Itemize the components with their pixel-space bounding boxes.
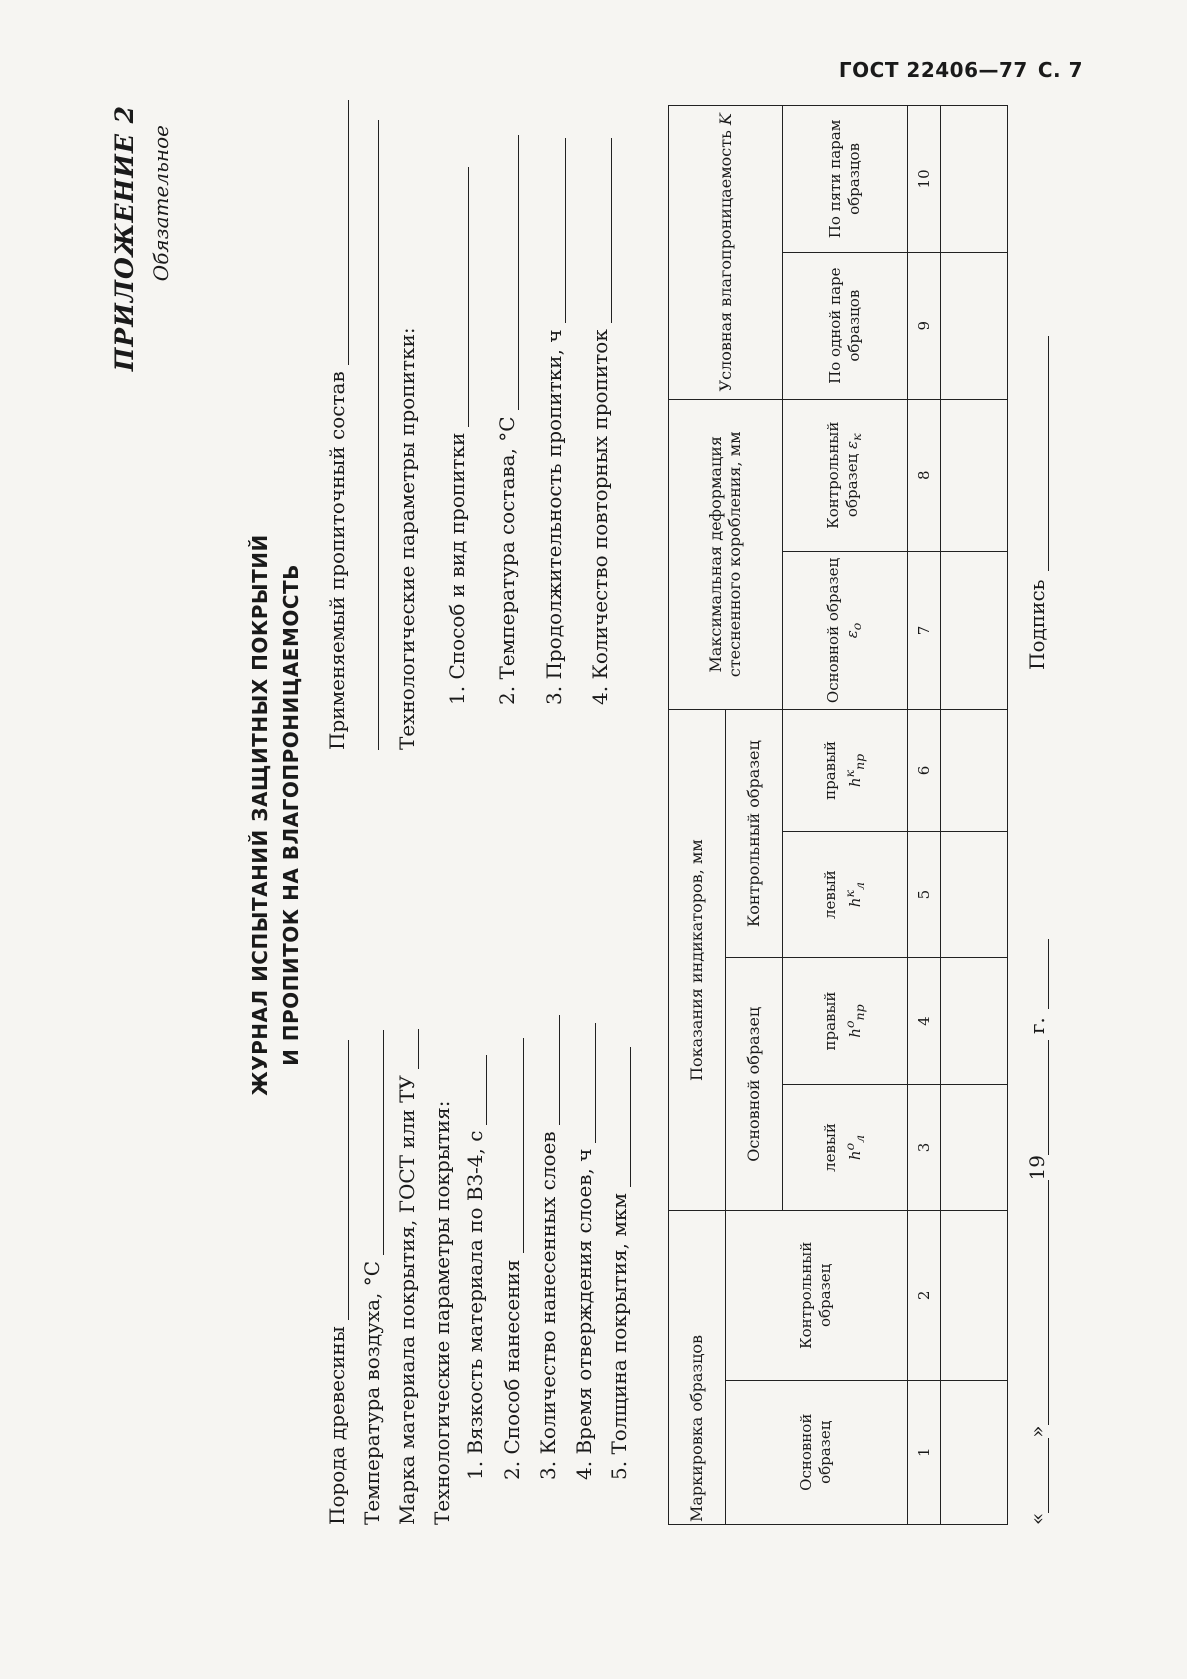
- rotated-page-content: [110, 105, 1050, 1525]
- field-way-label: 1. Способ и вид пропитки: [445, 432, 469, 705]
- table-cell[interactable]: [941, 958, 1008, 1084]
- col-per-pair: По одной паре образцов: [782, 252, 907, 399]
- column-number: 3: [908, 1084, 941, 1210]
- signature-line: [1025, 336, 1049, 670]
- page-header: [839, 58, 1083, 82]
- year-abbr: г.: [1025, 1017, 1049, 1035]
- sub-pr: пр: [851, 1004, 867, 1021]
- h-symbol: h: [845, 1028, 864, 1038]
- field-viscosity: [463, 1055, 487, 1480]
- page-title: [245, 105, 307, 1525]
- col-def-control-label: Контрольный образец: [823, 421, 861, 529]
- field-thickness-line[interactable]: [612, 1047, 631, 1187]
- month-line[interactable]: [1030, 1181, 1049, 1426]
- field-temp-air: [360, 1030, 384, 1525]
- field-method-line[interactable]: [505, 1039, 524, 1254]
- field-temp-label: 2. Температура состава, °С: [495, 416, 519, 705]
- sup-k: к: [841, 769, 857, 778]
- quote-open: «: [1025, 1512, 1049, 1525]
- eps-symbol: ε: [842, 440, 861, 449]
- sup-k: к: [841, 890, 857, 898]
- year-line[interactable]: [1030, 1040, 1049, 1155]
- col-main-left-label: левый: [820, 1123, 839, 1172]
- col-control-left-label: левый: [820, 870, 839, 920]
- table-cell[interactable]: [941, 551, 1008, 709]
- header-marking: Маркировка образцов: [669, 1211, 726, 1525]
- sub-o: о: [848, 622, 864, 631]
- col-main-left: [782, 1084, 907, 1210]
- header-permeability: [669, 106, 783, 400]
- sub-k: к: [848, 433, 864, 441]
- permeability-symbol: K: [715, 113, 735, 126]
- field-duration-line[interactable]: [547, 138, 566, 323]
- signature-label: Подпись: [1025, 579, 1049, 670]
- century-label: 19: [1025, 1155, 1049, 1181]
- year-extra-line[interactable]: [1030, 939, 1049, 1009]
- field-temp: [495, 135, 519, 705]
- field-repeats-line[interactable]: [593, 138, 612, 323]
- header-control-sample: Контрольный образец: [725, 1211, 907, 1380]
- field-viscosity-line[interactable]: [468, 1055, 487, 1125]
- column-numbers-row: [908, 106, 941, 1525]
- field-duration-label: 3. Продолжительность пропитки, ч: [542, 329, 566, 705]
- page-number: С. 7: [1037, 58, 1083, 82]
- appendix-title: ПРИЛОЖЕНИЕ 2: [110, 105, 139, 372]
- field-wood-label: Порода древесины: [325, 1326, 349, 1525]
- column-number: 9: [908, 252, 941, 399]
- field-method-label: 2. Способ нанесения: [500, 1259, 524, 1480]
- col-control-right: [782, 709, 907, 831]
- table-cell[interactable]: [941, 1211, 1008, 1380]
- sub-l: л: [851, 1134, 867, 1143]
- table-cell[interactable]: [941, 1380, 1008, 1524]
- field-way: [445, 167, 469, 705]
- col-def-main-label: Основной образец: [823, 557, 842, 704]
- field-composition-label: Применяемый пропиточный состав: [325, 371, 349, 750]
- field-coat-params-label: Технологические параметры покрытия:: [430, 1100, 454, 1525]
- field-composition-extra: [360, 120, 379, 750]
- field-method: [500, 1039, 524, 1481]
- h-symbol: h: [845, 777, 864, 788]
- field-cure-label: 4. Время отверждения слоев, ч: [572, 1148, 596, 1480]
- field-repeats: [588, 138, 612, 705]
- col-control-right-label: правый: [820, 740, 839, 800]
- field-brand-label: Марка материала покрытия, ГОСТ или ТУ: [395, 1075, 419, 1525]
- field-temp-air-line[interactable]: [365, 1030, 384, 1255]
- field-cure: [572, 1023, 596, 1480]
- appendix-subtitle: Обязательное: [149, 125, 173, 282]
- field-viscosity-label: 1. Вязкость материала по ВЗ-4, с: [463, 1130, 487, 1480]
- table-cell[interactable]: [941, 831, 1008, 957]
- eps-symbol: ε: [842, 630, 861, 639]
- column-number: 1: [908, 1380, 941, 1524]
- quote-close: »: [1025, 1425, 1049, 1438]
- table-cell[interactable]: [941, 252, 1008, 399]
- table-cell[interactable]: [941, 106, 1008, 253]
- field-coat-params: [430, 1100, 454, 1525]
- title-line-2: И ПРОПИТОК НА ВЛАГОПРОНИЦАЕМОСТЬ: [279, 564, 303, 1066]
- col-def-main: [782, 551, 907, 709]
- h-symbol: h: [845, 1150, 864, 1161]
- field-duration: [542, 138, 566, 705]
- column-number: 4: [908, 958, 941, 1084]
- field-brand: [395, 1029, 419, 1525]
- column-number: 10: [908, 106, 941, 253]
- day-line[interactable]: [1030, 1438, 1049, 1513]
- field-composition: [325, 100, 349, 750]
- field-cure-line[interactable]: [577, 1023, 596, 1143]
- field-temp-line[interactable]: [500, 135, 519, 410]
- column-number: 2: [908, 1211, 941, 1380]
- field-layers-label: 3. Количество нанесенных слоев: [536, 1131, 560, 1480]
- table-cell[interactable]: [941, 709, 1008, 831]
- col-per-five: По пяти парам образцов: [782, 106, 907, 253]
- gost-number: ГОСТ 22406—77: [838, 58, 1028, 82]
- field-wood: [325, 1040, 349, 1525]
- table-row: [941, 106, 1008, 1525]
- sup-o: о: [841, 1020, 857, 1029]
- appendix-label: [110, 105, 173, 371]
- header-ind-control: Контрольный образец: [725, 709, 782, 957]
- field-wood-line[interactable]: [330, 1040, 349, 1320]
- sub-l: л: [851, 882, 867, 891]
- signature-field[interactable]: [1030, 336, 1049, 571]
- field-layers-line[interactable]: [541, 1015, 560, 1125]
- col-main-right: [782, 958, 907, 1084]
- title-line-1: ЖУРНАЛ ИСПЫТАНИЙ ЗАЩИТНЫХ ПОКРЫТИЙ: [248, 534, 272, 1096]
- date-line: [1025, 939, 1049, 1525]
- header-deformation: Максимальная деформация стесненного коробления, мм: [669, 399, 783, 709]
- field-composition-line[interactable]: [330, 100, 349, 365]
- table-cell[interactable]: [941, 399, 1008, 551]
- field-way-line[interactable]: [450, 167, 469, 427]
- permeability-text: Условная влагопроницаемость: [715, 130, 735, 392]
- header-main-sample: Основной образец: [725, 1380, 907, 1524]
- field-brand-line[interactable]: [400, 1029, 419, 1069]
- field-impr-params: [395, 327, 419, 750]
- sup-o: о: [841, 1142, 857, 1151]
- col-def-control: [782, 399, 907, 551]
- column-number: 8: [908, 399, 941, 551]
- field-layers: [536, 1015, 560, 1480]
- field-impr-params-label: Технологические параметры пропитки:: [395, 327, 419, 750]
- col-control-left: [782, 831, 907, 957]
- column-number: 6: [908, 709, 941, 831]
- column-number: 7: [908, 551, 941, 709]
- field-composition-extra-line[interactable]: [360, 120, 379, 750]
- header-ind-main: Основной образец: [725, 958, 782, 1211]
- field-temp-air-label: Температура воздуха, °С: [360, 1260, 384, 1525]
- field-repeats-label: 4. Количество повторных пропиток: [588, 329, 612, 705]
- header-indicators: Показания индикаторов, мм: [669, 709, 726, 1210]
- h-symbol: h: [845, 897, 864, 908]
- sub-pr: пр: [851, 753, 867, 770]
- field-thickness-label: 5. Толщина покрытия, мкм: [607, 1193, 631, 1480]
- table-cell[interactable]: [941, 1084, 1008, 1210]
- column-number: 5: [908, 831, 941, 957]
- col-main-right-label: правый: [820, 991, 839, 1051]
- field-thickness: [607, 1047, 631, 1480]
- results-table: [668, 105, 1008, 1525]
